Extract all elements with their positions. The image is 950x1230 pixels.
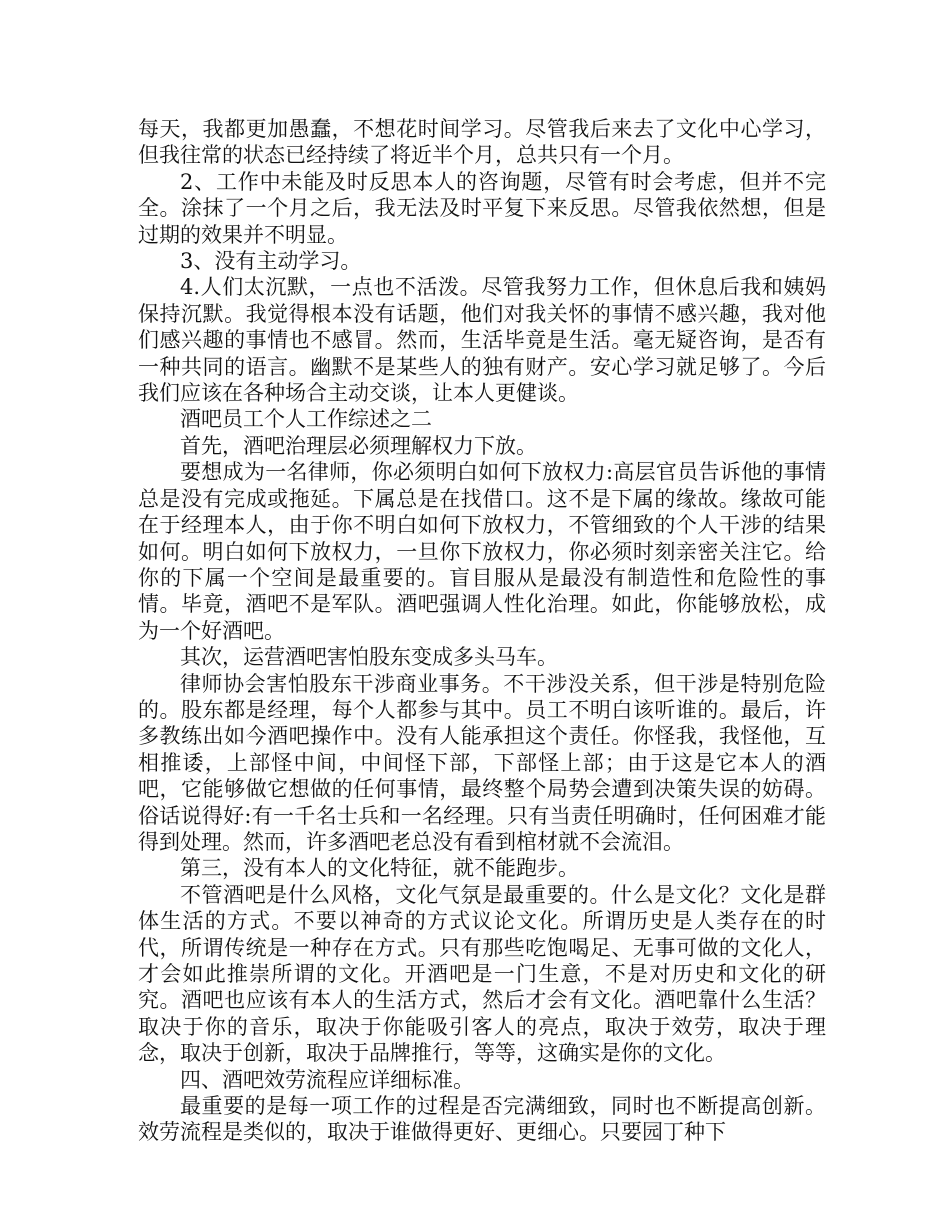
paragraph: 每天，我都更加愚蠢，不想花时间学习。尽管我后来去了文化中心学习，但我往常的状态已经持续了将近半个月，总共只有一个月。 [138,117,826,168]
paragraph: 4.人们太沉默，一点也不活泼。尽管我努力工作，但休息后我和姨妈保持沉默。我觉得根本没有话题，他们对我关怀的事情不感兴趣，我对他们感兴趣的事情也不感冒。然而，生活毕竟是生活。毫无疑咨询，是否有一种共同的语言。幽默不是某些人的独有财产。安心学习就足够了。今后我们应该在各种场合主动交谈，让本人更健谈。 [138,275,826,406]
document-body [138,116,826,1146]
section-heading: 酒吧员工个人工作综述之二 [180,407,432,432]
paragraph: 律师协会害怕股东干涉商业事务。不干涉没关系，但干涉是特别危险的。股东都是经理，每个人都参与其中。员工不明白该听谁的。最后，许多教练出如今酒吧操作中。没有人能承担这个责任。你怪我，我怪他，互相推诿，上部怪中间，中间怪下部，下部怪上部；由于这是它本人的酒吧，它能够做它想做的任何事情，最终整个局势会遭到决策失误的妨碍。俗话说得好:有一千名士兵和一名经理。只有当责任明确时，任何困难才能得到处理。然而，许多酒吧老总没有看到棺材就不会流泪。 [138,671,826,854]
paragraph: 第三，没有本人的文化特征，就不能跑步。 [180,856,579,881]
paragraph: 2、工作中未能及时反思本人的咨询题，尽管有时会考虑，但并不完全。涂抹了一个月之后，我无法及时平复下来反思。尽管我依然想，但是过期的效果并不明显。 [138,169,826,247]
paragraph: 四、酒吧效劳流程应详细标准。 [180,1067,474,1092]
paragraph: 首先，酒吧治理层必须理解权力下放。 [180,433,537,458]
paragraph: 其次，运营酒吧害怕股东变成多头马车。 [180,645,558,670]
paragraph: 最重要的是每一项工作的过程是否完满细致，同时也不断提高创新。效劳流程是类似的，取决于谁做得更好、更细心。只要园丁种下 [138,1094,826,1145]
paragraph: 不管酒吧是什么风格，文化气氛是最重要的。什么是文化？文化是群体生活的方式。不要以神奇的方式议论文化。所谓历史是人类存在的时代，所谓传统是一种存在方式。只有那些吃饱喝足、无事可做的文化人，才会如此推崇所谓的文化。开酒吧是一门生意，不是对历史和文化的研究。酒吧也应该有本人的生活方式，然后才会有文化。酒吧靠什么生活？取决于你的音乐，取决于你能吸引客人的亮点，取决于效劳，取决于理念，取决于创新，取决于品牌推行，等等，这确实是你的文化。 [138,882,826,1066]
paragraph: 3、没有主动学习。 [180,249,362,274]
paragraph: 要想成为一名律师，你必须明白如何下放权力:高层官员告诉他的事情总是没有完成或拖延。下属总是在找借口。这不是下属的缘故。缘故可能在于经理本人，由于你不明白如何下放权力，不管细致的个人干涉的结果如何。明白如何下放权力，一旦你下放权力，你必须时刻亲密关注它。给你的下属一个空间是最重要的。盲目服从是最没有制造性和危险性的事情。毕竟，酒吧不是军队。酒吧强调人性化治理。如此，你能够放松，成为一个好酒吧。 [138,460,826,643]
